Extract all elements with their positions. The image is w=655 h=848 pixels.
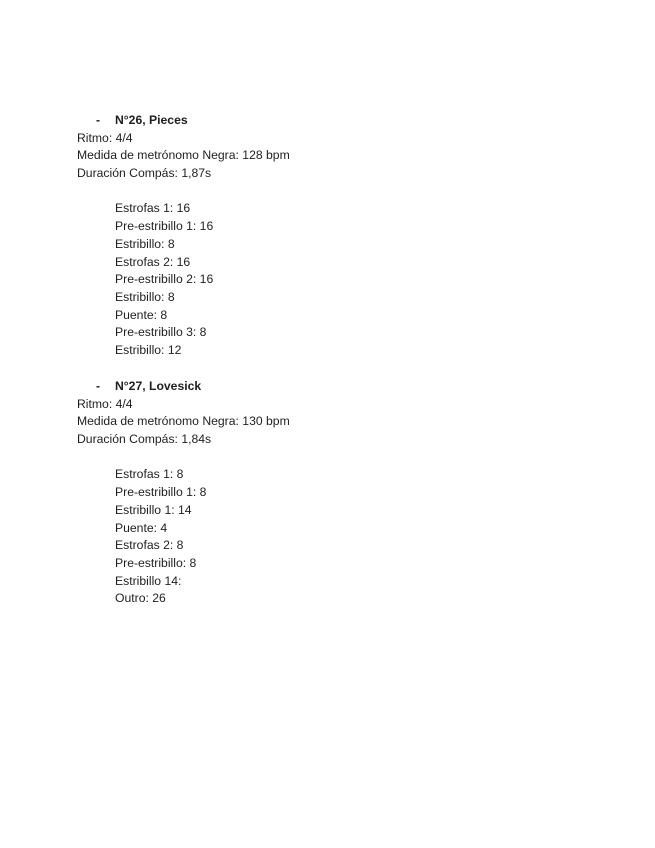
song-heading xyxy=(96,112,577,130)
list-item: Estribillo: 12 xyxy=(115,342,182,357)
metronome-line: Medida de metrónomo Negra: 130 bpm xyxy=(77,414,290,429)
list-item: Puente: 4 xyxy=(115,520,168,535)
song-block-pieces xyxy=(77,112,577,360)
metronome-line: Medida de metrónomo Negra: 128 bpm xyxy=(77,148,290,163)
list-item: Pre-estribillo 1: 8 xyxy=(115,485,207,500)
bullet-dash: - xyxy=(96,379,101,393)
rhythm-line: Ritmo: 4/4 xyxy=(77,130,133,145)
song-heading xyxy=(96,378,577,396)
list-item: Estribillo 14: xyxy=(115,573,182,588)
bar-duration-line: Duración Compás: 1,87s xyxy=(77,166,212,181)
list-item: Outro: 26 xyxy=(115,591,166,606)
list-item: Estrofas 2: 8 xyxy=(115,538,184,553)
song-title: N°27, Lovesick xyxy=(115,379,202,393)
list-item: Estrofas 1: 16 xyxy=(115,201,191,216)
bar-duration-line: Duración Compás: 1,84s xyxy=(77,432,212,447)
list-item: Estribillo 1: 14 xyxy=(115,502,192,517)
song-title: N°26, Pieces xyxy=(115,113,188,127)
list-item: Estribillo: 8 xyxy=(115,289,175,304)
list-item: Pre-estribillo 1: 16 xyxy=(115,219,214,234)
rhythm-line: Ritmo: 4/4 xyxy=(77,396,133,411)
list-item: Pre-estribillo 3: 8 xyxy=(115,325,207,340)
section-list xyxy=(115,200,577,359)
list-item: Estrofas 2: 16 xyxy=(115,254,191,269)
section-list xyxy=(115,466,577,608)
list-item: Estrofas 1: 8 xyxy=(115,467,184,482)
song-block-lovesick xyxy=(77,378,577,608)
list-item: Pre-estribillo: 8 xyxy=(115,555,197,570)
list-item: Puente: 8 xyxy=(115,307,168,322)
list-item: Pre-estribillo 2: 16 xyxy=(115,272,214,287)
bullet-dash: - xyxy=(96,113,101,127)
list-item: Estribillo: 8 xyxy=(115,236,175,251)
